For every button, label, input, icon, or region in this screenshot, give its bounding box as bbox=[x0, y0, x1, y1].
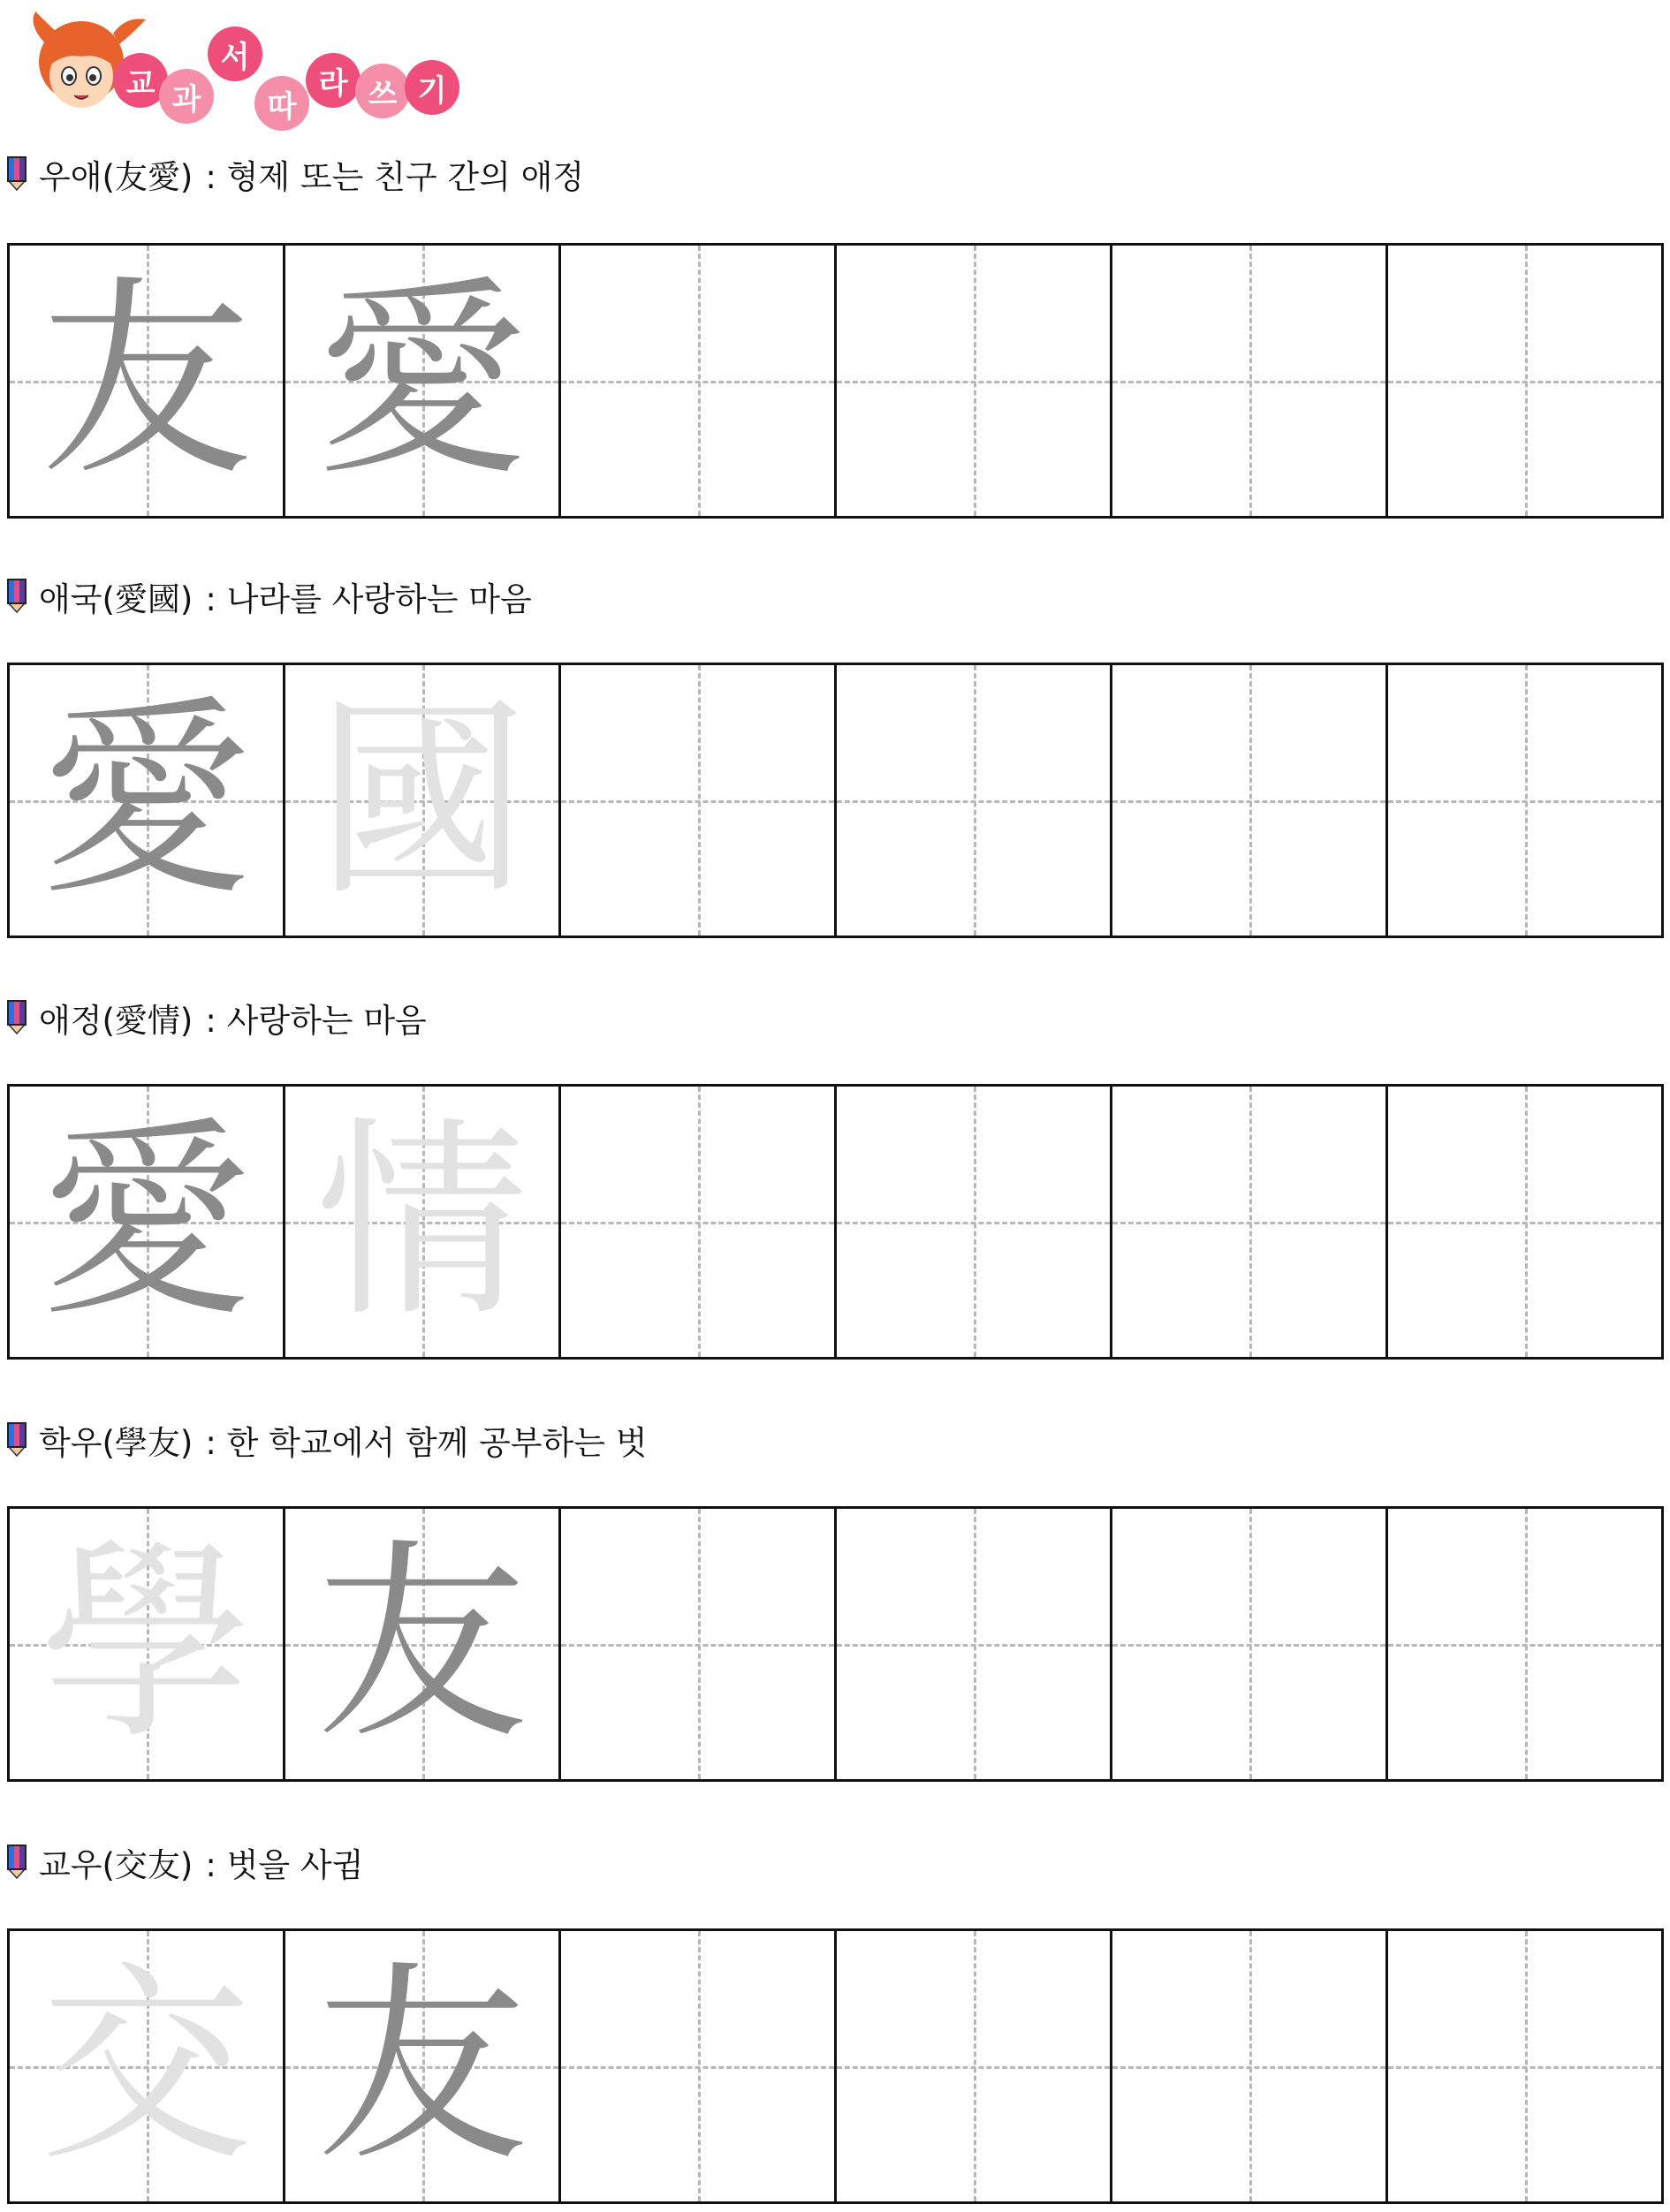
word-hangul: 학우(學友) bbox=[39, 1424, 194, 1462]
trace-char: 愛 bbox=[315, 257, 528, 504]
writing-grid bbox=[7, 663, 1664, 938]
word-hanja: 友愛 bbox=[114, 158, 180, 196]
logo-letter-1: 교 bbox=[113, 53, 168, 108]
grid-cell[interactable] bbox=[558, 246, 834, 516]
grid-cell[interactable] bbox=[558, 1931, 834, 2201]
trace-char: 交 bbox=[40, 1943, 253, 2190]
logo-letter-7: 기 bbox=[405, 60, 459, 115]
grid-cell[interactable] bbox=[1110, 665, 1385, 936]
word-title bbox=[7, 574, 532, 618]
writing-grid bbox=[7, 1928, 1664, 2204]
word-hangul: 애정(愛情) bbox=[39, 1002, 194, 1040]
pencil-icon bbox=[7, 579, 27, 614]
pencil-icon bbox=[7, 1845, 27, 1880]
word-title bbox=[7, 996, 427, 1040]
grid-cell[interactable] bbox=[1385, 665, 1661, 936]
writing-grid bbox=[7, 243, 1664, 519]
word-hanja: 學友 bbox=[114, 1424, 180, 1462]
grid-cell[interactable] bbox=[10, 665, 283, 936]
logo bbox=[27, 7, 486, 125]
logo-letter-2: 과 bbox=[159, 69, 214, 124]
logo-letter-5: 라 bbox=[306, 53, 361, 108]
trace-char: 愛 bbox=[40, 677, 253, 924]
pencil-icon bbox=[7, 1422, 27, 1458]
word-meaning: : 형제 또는 친구 간의 애정 bbox=[205, 158, 585, 196]
word-hangul: 애국(愛國) bbox=[39, 580, 194, 618]
trace-char: 友 bbox=[40, 257, 253, 504]
trace-char: 國 bbox=[315, 677, 528, 924]
grid-cell[interactable] bbox=[1385, 1087, 1661, 1357]
grid-cell[interactable] bbox=[10, 246, 283, 516]
word-hanja: 愛國 bbox=[114, 580, 180, 618]
grid-cell[interactable] bbox=[834, 246, 1110, 516]
word-hanja: 愛情 bbox=[114, 1002, 180, 1040]
grid-cell[interactable] bbox=[1110, 246, 1385, 516]
grid-cell[interactable] bbox=[1110, 1509, 1385, 1779]
grid-cell[interactable] bbox=[10, 1087, 283, 1357]
word-title bbox=[7, 1418, 648, 1462]
grid-cell[interactable] bbox=[834, 1509, 1110, 1779]
grid-cell[interactable] bbox=[1110, 1931, 1385, 2201]
grid-cell[interactable] bbox=[10, 1931, 283, 2201]
grid-cell[interactable] bbox=[558, 665, 834, 936]
trace-char: 愛 bbox=[40, 1098, 253, 1345]
grid-cell[interactable] bbox=[283, 1509, 558, 1779]
grid-cell[interactable] bbox=[283, 1931, 558, 2201]
word-hanja: 交友 bbox=[114, 1846, 180, 1884]
grid-cell[interactable] bbox=[834, 665, 1110, 936]
grid-cell[interactable] bbox=[283, 1087, 558, 1357]
writing-grid bbox=[7, 1506, 1664, 1782]
trace-char: 友 bbox=[315, 1520, 528, 1768]
word-hangul: 우애(友愛) bbox=[39, 158, 194, 196]
word-title bbox=[7, 1840, 363, 1884]
word-meaning: : 나라를 사랑하는 마음 bbox=[205, 580, 532, 618]
grid-cell[interactable] bbox=[283, 246, 558, 516]
grid-cell[interactable] bbox=[10, 1509, 283, 1779]
logo-letter-4: 따 bbox=[254, 76, 309, 131]
word-title bbox=[7, 152, 584, 196]
grid-cell[interactable] bbox=[1110, 1087, 1385, 1357]
grid-cell[interactable] bbox=[834, 1087, 1110, 1357]
logo-letter-6: 쓰 bbox=[355, 64, 410, 118]
grid-cell[interactable] bbox=[283, 665, 558, 936]
grid-cell[interactable] bbox=[1385, 1509, 1661, 1779]
trace-char: 學 bbox=[40, 1520, 253, 1768]
trace-char: 友 bbox=[315, 1943, 528, 2190]
grid-cell[interactable] bbox=[558, 1509, 834, 1779]
grid-cell[interactable] bbox=[834, 1931, 1110, 2201]
word-meaning: : 한 학교에서 함께 공부하는 벗 bbox=[205, 1424, 648, 1462]
grid-cell[interactable] bbox=[558, 1087, 834, 1357]
writing-grid bbox=[7, 1084, 1664, 1360]
word-meaning: : 사랑하는 마음 bbox=[205, 1002, 427, 1040]
pencil-icon bbox=[7, 156, 27, 192]
grid-cell[interactable] bbox=[1385, 246, 1661, 516]
word-hangul: 교우(交友) bbox=[39, 1846, 194, 1884]
logo-letter-3: 서 bbox=[208, 27, 262, 81]
pencil-icon bbox=[7, 1000, 27, 1035]
word-meaning: : 벗을 사귐 bbox=[205, 1846, 364, 1884]
trace-char: 情 bbox=[315, 1098, 528, 1345]
grid-cell[interactable] bbox=[1385, 1931, 1661, 2201]
